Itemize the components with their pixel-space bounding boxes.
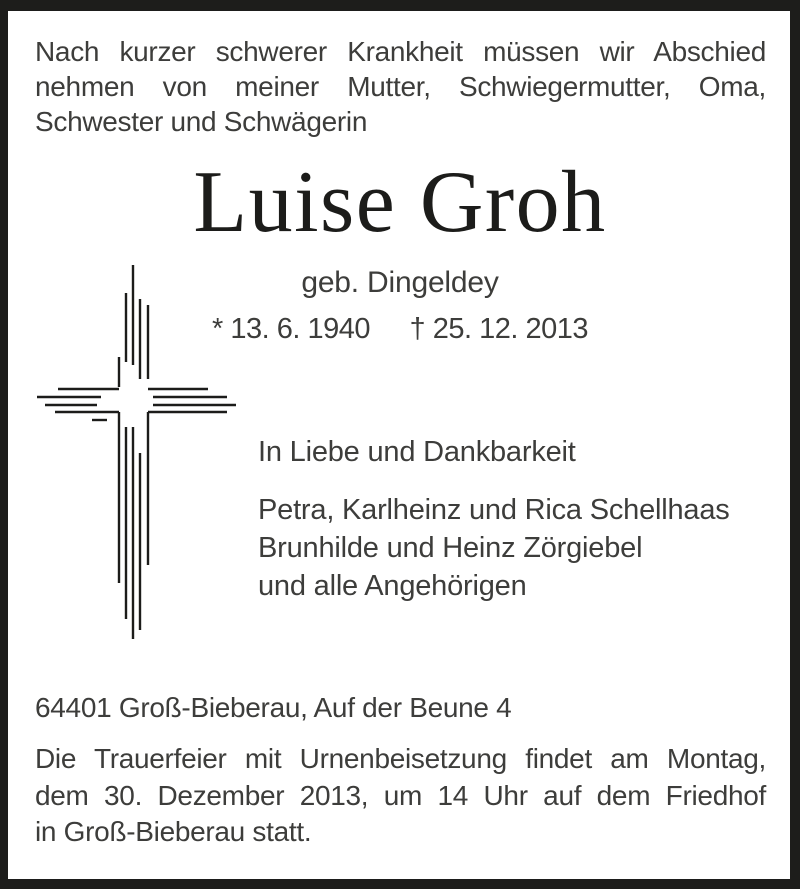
intro-line: nehmen von meiner Mutter, Schwiegermutter, Oma, (35, 71, 766, 102)
cross-icon (30, 258, 242, 644)
deceased-name: Luise Groh (193, 154, 607, 251)
mourner-line: Brunhilde und Heinz Zörgiebel (258, 532, 643, 564)
address-line: 64401 Groß-Bieberau, Auf der Beune 4 (35, 692, 512, 723)
death-date: † 25. 12. 2013 (409, 313, 588, 345)
mourner-line: Petra, Karlheinz und Rica Schellhaas (258, 494, 730, 526)
intro-paragraph (35, 34, 766, 139)
birth-date: * 13. 6. 1940 (212, 313, 370, 345)
funeral-line: in Groß-Bieberau statt. (35, 816, 312, 847)
tribute-line: In Liebe und Dankbarkeit (258, 436, 576, 468)
intro-line: Nach kurzer schwerer Krankheit müssen wir Abschied (35, 36, 766, 67)
maiden-name: geb. Dingeldey (301, 266, 499, 299)
mourner-line: und alle Angehörigen (258, 570, 527, 602)
funeral-line: dem 30. Dezember 2013, um 14 Uhr auf dem Friedhof (35, 779, 766, 811)
intro-line: Schwester und Schwägerin (35, 106, 368, 137)
funeral-paragraph (35, 741, 766, 851)
mourners-list (258, 491, 730, 605)
funeral-line: Die Trauerfeier mit Urnenbeisetzung findet am Montag, (35, 743, 766, 774)
